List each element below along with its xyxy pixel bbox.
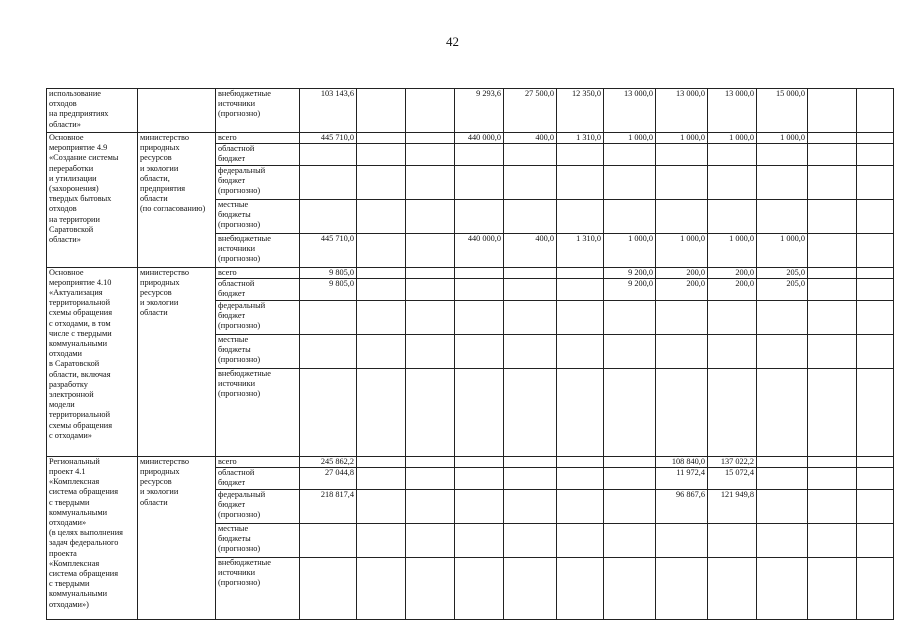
amount-cell: [808, 165, 857, 199]
table-row: [47, 456, 905, 467]
funding-source-cell: всего: [216, 267, 300, 278]
amount-cell: 205,0: [757, 267, 808, 278]
amount-cell: [604, 144, 656, 165]
amount-cell: [757, 468, 808, 490]
amount-cell: 9 200,0: [604, 278, 656, 300]
amount-cell: [604, 524, 656, 558]
amount-cell: [604, 468, 656, 490]
amount-cell: 137 022,2: [708, 456, 757, 467]
amount-cell: [557, 456, 604, 467]
amount-cell: [504, 524, 557, 558]
amount-cell: [808, 233, 857, 267]
amount-cell: 400,0: [504, 133, 557, 144]
funding-source-cell: внебюджетные источники (прогнозно): [216, 368, 300, 456]
amount-cell: [808, 278, 857, 300]
amount-cell: 200,0: [656, 278, 708, 300]
amount-cell: [406, 558, 455, 620]
amount-cell: [300, 144, 357, 165]
amount-cell: 1 310,0: [557, 233, 604, 267]
amount-cell: [504, 165, 557, 199]
amount-cell: [557, 144, 604, 165]
amount-cell: [656, 334, 708, 368]
funding-source-cell: внебюджетные источники (прогнозно): [216, 233, 300, 267]
amount-cell: 13 000,0: [708, 89, 757, 133]
amount-cell: [455, 490, 504, 524]
budget-table: [46, 88, 905, 620]
amount-cell: [757, 456, 808, 467]
amount-cell: 400,0: [504, 233, 557, 267]
amount-cell: [504, 278, 557, 300]
amount-cell: [455, 524, 504, 558]
amount-cell: 96 867,6: [656, 490, 708, 524]
amount-cell: [504, 144, 557, 165]
amount-cell: 27 500,0: [504, 89, 557, 133]
amount-cell: 1 000,0: [708, 133, 757, 144]
amount-cell: [808, 368, 857, 456]
amount-cell: 9 293,6: [455, 89, 504, 133]
amount-cell: 9 200,0: [604, 267, 656, 278]
amount-cell: [708, 199, 757, 233]
amount-cell: [656, 558, 708, 620]
amount-cell: 15 000,0: [757, 89, 808, 133]
amount-cell: [357, 278, 406, 300]
amount-cell: [757, 199, 808, 233]
amount-cell: [757, 334, 808, 368]
amount-cell: [455, 199, 504, 233]
amount-cell: [708, 165, 757, 199]
funding-source-cell: федеральный бюджет (прогнозно): [216, 490, 300, 524]
amount-cell: [857, 233, 894, 267]
amount-cell: [857, 133, 894, 144]
amount-cell: [604, 300, 656, 334]
amount-cell: [708, 300, 757, 334]
event-name-cell: Региональный проект 4.1 «Комплексная система обращения с твердыми коммунальными отходами» (в целях выполнения задач федерального проекта «Комплексная система обращения с твердыми коммунальными отходами»): [47, 456, 138, 619]
funding-source-cell: внебюджетные источники (прогнозно): [216, 89, 300, 133]
amount-cell: [504, 300, 557, 334]
amount-cell: 12 350,0: [557, 89, 604, 133]
amount-cell: 445 710,0: [300, 233, 357, 267]
amount-cell: 200,0: [656, 267, 708, 278]
amount-cell: [406, 199, 455, 233]
amount-cell: [656, 368, 708, 456]
amount-cell: [406, 468, 455, 490]
amount-cell: 1 000,0: [708, 233, 757, 267]
amount-cell: [406, 133, 455, 144]
amount-cell: [857, 558, 894, 620]
amount-cell: [455, 368, 504, 456]
amount-cell: [557, 199, 604, 233]
amount-cell: [300, 558, 357, 620]
amount-cell: [808, 89, 857, 133]
amount-cell: [557, 334, 604, 368]
amount-cell: 1 000,0: [757, 133, 808, 144]
executor-cell: министерство природных ресурсов и экологии области: [138, 456, 216, 619]
amount-cell: [406, 300, 455, 334]
amount-cell: [406, 278, 455, 300]
amount-cell: 1 000,0: [656, 233, 708, 267]
event-name-cell: Основное мероприятие 4.10 «Актуализация территориальной схемы обращения с отходами, в том числе с твердыми коммунальными отходами в Саратовской области, включая разработку электронной модели территориальной схемы обращения с отходами»: [47, 267, 138, 456]
amount-cell: 9 805,0: [300, 278, 357, 300]
funding-source-cell: местные бюджеты (прогнозно): [216, 334, 300, 368]
amount-cell: [357, 334, 406, 368]
amount-cell: [300, 199, 357, 233]
amount-cell: 440 000,0: [455, 233, 504, 267]
amount-cell: 445 710,0: [300, 133, 357, 144]
amount-cell: [857, 334, 894, 368]
amount-cell: 1 000,0: [604, 133, 656, 144]
amount-cell: [406, 524, 455, 558]
amount-cell: [857, 144, 894, 165]
amount-cell: [857, 278, 894, 300]
amount-cell: [808, 456, 857, 467]
amount-cell: [808, 267, 857, 278]
amount-cell: 27 044,8: [300, 468, 357, 490]
amount-cell: [455, 468, 504, 490]
amount-cell: [455, 278, 504, 300]
executor-cell: [138, 89, 216, 133]
amount-cell: [504, 334, 557, 368]
amount-cell: 1 000,0: [656, 133, 708, 144]
amount-cell: [808, 490, 857, 524]
page-number: 42: [446, 34, 459, 49]
amount-cell: [857, 165, 894, 199]
amount-cell: [300, 524, 357, 558]
amount-cell: [357, 490, 406, 524]
amount-cell: [757, 558, 808, 620]
table-row: [47, 133, 905, 144]
amount-cell: [757, 524, 808, 558]
amount-cell: 108 840,0: [656, 456, 708, 467]
amount-cell: [708, 144, 757, 165]
amount-cell: 1 000,0: [604, 233, 656, 267]
amount-cell: [808, 199, 857, 233]
amount-cell: [656, 300, 708, 334]
amount-cell: [357, 468, 406, 490]
amount-cell: [406, 165, 455, 199]
amount-cell: [504, 199, 557, 233]
amount-cell: [604, 368, 656, 456]
table-row: [47, 89, 905, 133]
amount-cell: [300, 165, 357, 199]
amount-cell: [557, 368, 604, 456]
amount-cell: [808, 558, 857, 620]
amount-cell: [656, 165, 708, 199]
amount-cell: 121 949,8: [708, 490, 757, 524]
amount-cell: [604, 165, 656, 199]
amount-cell: [357, 233, 406, 267]
amount-cell: [300, 334, 357, 368]
amount-cell: [557, 300, 604, 334]
funding-source-cell: федеральный бюджет (прогнозно): [216, 165, 300, 199]
amount-cell: [857, 300, 894, 334]
funding-source-cell: федеральный бюджет (прогнозно): [216, 300, 300, 334]
amount-cell: [808, 133, 857, 144]
event-name-cell: использование отходов на предприятиях области»: [47, 89, 138, 133]
amount-cell: [604, 456, 656, 467]
amount-cell: [357, 199, 406, 233]
amount-cell: [357, 558, 406, 620]
amount-cell: [406, 144, 455, 165]
funding-source-cell: областной бюджет: [216, 468, 300, 490]
amount-cell: [857, 89, 894, 133]
amount-cell: [857, 524, 894, 558]
amount-cell: [557, 165, 604, 199]
amount-cell: [504, 456, 557, 467]
amount-cell: [656, 199, 708, 233]
amount-cell: [504, 368, 557, 456]
amount-cell: [455, 334, 504, 368]
amount-cell: 11 972,4: [656, 468, 708, 490]
table-row: [47, 267, 905, 278]
funding-source-cell: всего: [216, 133, 300, 144]
amount-cell: 9 805,0: [300, 267, 357, 278]
amount-cell: 13 000,0: [656, 89, 708, 133]
amount-cell: [455, 144, 504, 165]
amount-cell: [455, 165, 504, 199]
amount-cell: [708, 334, 757, 368]
amount-cell: 440 000,0: [455, 133, 504, 144]
amount-cell: [557, 524, 604, 558]
amount-cell: [557, 490, 604, 524]
funding-source-cell: внебюджетные источники (прогнозно): [216, 558, 300, 620]
amount-cell: [808, 334, 857, 368]
amount-cell: 15 072,4: [708, 468, 757, 490]
amount-cell: [808, 468, 857, 490]
amount-cell: [857, 368, 894, 456]
amount-cell: [857, 199, 894, 233]
amount-cell: 13 000,0: [604, 89, 656, 133]
amount-cell: [557, 267, 604, 278]
amount-cell: 245 862,2: [300, 456, 357, 467]
amount-cell: [708, 524, 757, 558]
amount-cell: [357, 267, 406, 278]
amount-cell: [406, 456, 455, 467]
amount-cell: [357, 89, 406, 133]
amount-cell: [656, 524, 708, 558]
amount-cell: [604, 490, 656, 524]
event-name-cell: Основное мероприятие 4.9 «Создание системы переработки и утилизации (захоронения) твердых бытовых отходов на территории Саратовской области»: [47, 133, 138, 268]
amount-cell: [455, 300, 504, 334]
amount-cell: [406, 490, 455, 524]
amount-cell: [857, 456, 894, 467]
amount-cell: [557, 558, 604, 620]
amount-cell: 200,0: [708, 267, 757, 278]
amount-cell: [300, 368, 357, 456]
amount-cell: [455, 267, 504, 278]
funding-source-cell: всего: [216, 456, 300, 467]
amount-cell: [357, 456, 406, 467]
amount-cell: [557, 468, 604, 490]
amount-cell: 1 310,0: [557, 133, 604, 144]
amount-cell: [406, 334, 455, 368]
amount-cell: 218 817,4: [300, 490, 357, 524]
funding-source-cell: областной бюджет: [216, 278, 300, 300]
amount-cell: [604, 199, 656, 233]
amount-cell: [357, 524, 406, 558]
amount-cell: 1 000,0: [757, 233, 808, 267]
amount-cell: 200,0: [708, 278, 757, 300]
amount-cell: [757, 368, 808, 456]
amount-cell: [406, 89, 455, 133]
executor-cell: министерство природных ресурсов и экологии области: [138, 267, 216, 456]
amount-cell: 103 143,6: [300, 89, 357, 133]
executor-cell: министерство природных ресурсов и экологии области, предприятия области (по согласованию): [138, 133, 216, 268]
amount-cell: [455, 558, 504, 620]
amount-cell: [604, 558, 656, 620]
amount-cell: [757, 144, 808, 165]
amount-cell: [455, 456, 504, 467]
amount-cell: [757, 165, 808, 199]
amount-cell: [357, 165, 406, 199]
amount-cell: [857, 468, 894, 490]
amount-cell: [808, 144, 857, 165]
funding-source-cell: областной бюджет: [216, 144, 300, 165]
amount-cell: [504, 468, 557, 490]
amount-cell: [857, 267, 894, 278]
amount-cell: [808, 524, 857, 558]
funding-source-cell: местные бюджеты (прогнозно): [216, 524, 300, 558]
amount-cell: [406, 267, 455, 278]
amount-cell: [857, 490, 894, 524]
amount-cell: [357, 133, 406, 144]
amount-cell: [656, 144, 708, 165]
funding-source-cell: местные бюджеты (прогнозно): [216, 199, 300, 233]
amount-cell: [708, 368, 757, 456]
amount-cell: [406, 368, 455, 456]
amount-cell: [504, 490, 557, 524]
amount-cell: [604, 334, 656, 368]
amount-cell: [357, 300, 406, 334]
amount-cell: 205,0: [757, 278, 808, 300]
amount-cell: [757, 300, 808, 334]
amount-cell: [808, 300, 857, 334]
amount-cell: [357, 144, 406, 165]
amount-cell: [357, 368, 406, 456]
amount-cell: [757, 490, 808, 524]
amount-cell: [406, 233, 455, 267]
amount-cell: [557, 278, 604, 300]
amount-cell: [504, 267, 557, 278]
amount-cell: [504, 558, 557, 620]
amount-cell: [708, 558, 757, 620]
amount-cell: [300, 300, 357, 334]
